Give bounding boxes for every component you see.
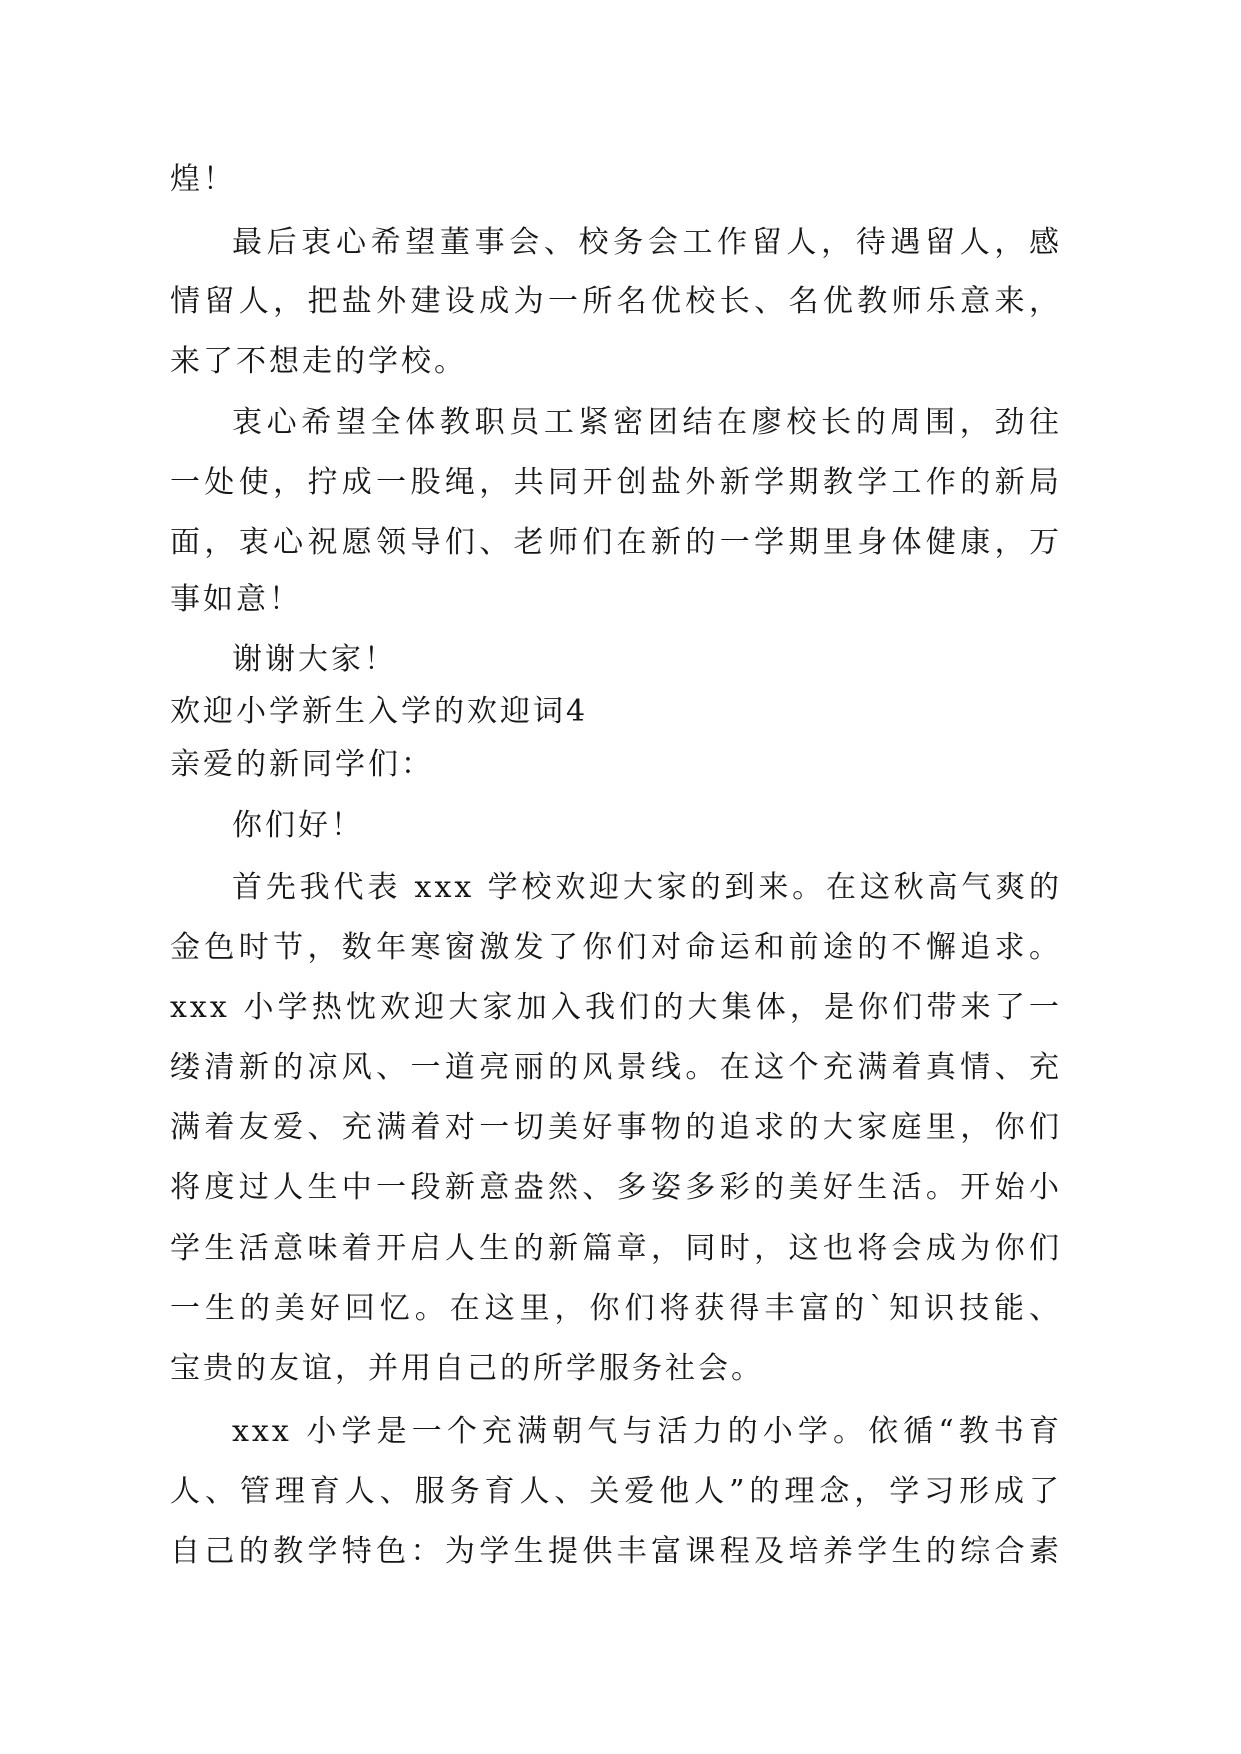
text-line: 最后衷心希望董事会、校务会工作留人，待遇留人，感 (232, 225, 1062, 260)
text-line: 人、管理育人、服务育人、关爱他人”的理念，学习形成了 (170, 1474, 1062, 1509)
text-line: 金色时节，数年寒窗激发了你们对命运和前途的不懈追求。 (170, 930, 1062, 965)
text-line: 学生活意味着开启人生的新篇章，同时，这也将会成为你们 (170, 1231, 1062, 1266)
text-line: 首先我代表 xxx 学校欢迎大家的到来。在这秋高气爽的 (232, 870, 1062, 905)
text-line: 来了不想走的学校。 (170, 344, 467, 379)
text-line: 自己的教学特色：为学生提供丰富课程及培养学生的综合素 (170, 1534, 1062, 1569)
text-line: xxx 小学热忱欢迎大家加入我们的大集体，是你们带来了一 (170, 990, 1062, 1025)
text-line: 煌！ (170, 162, 236, 197)
text-line: 事如意！ (170, 582, 302, 617)
text-line: 缕清新的凉风、一道亮丽的风景线。在这个充满着真情、充 (170, 1050, 1062, 1085)
text-line: 一生的美好回忆。在这里，你们将获得丰富的`知识技能、 (170, 1291, 1062, 1326)
text-line: 情留人，把盐外建设成为一所名优校长、名优教师乐意来， (170, 284, 1062, 319)
salutation: 亲爱的新同学们： (170, 747, 434, 782)
text-line: xxx 小学是一个充满朝气与活力的小学。依循“教书育 (232, 1414, 1062, 1449)
closing-thanks: 谢谢大家！ (232, 642, 397, 677)
text-line: 衷心希望全体教职员工紧密团结在廖校长的周围，劲往 (232, 405, 1062, 440)
text-line: 宝贵的友谊，并用自己的所学服务社会。 (170, 1351, 764, 1386)
greeting: 你们好！ (232, 808, 364, 843)
text-line: 面，衷心祝愿领导们、老师们在新的一学期里身体健康，万 (170, 525, 1062, 560)
text-line: 一处使，拧成一股绳，共同开创盐外新学期教学工作的新局 (170, 465, 1062, 500)
text-line: 将度过人生中一段新意盎然、多姿多彩的美好生活。开始小 (170, 1170, 1062, 1205)
section-title: 欢迎小学新生入学的欢迎词4 (170, 694, 589, 729)
text-line: 满着友爱、充满着对一切美好事物的追求的大家庭里，你们 (170, 1110, 1062, 1145)
